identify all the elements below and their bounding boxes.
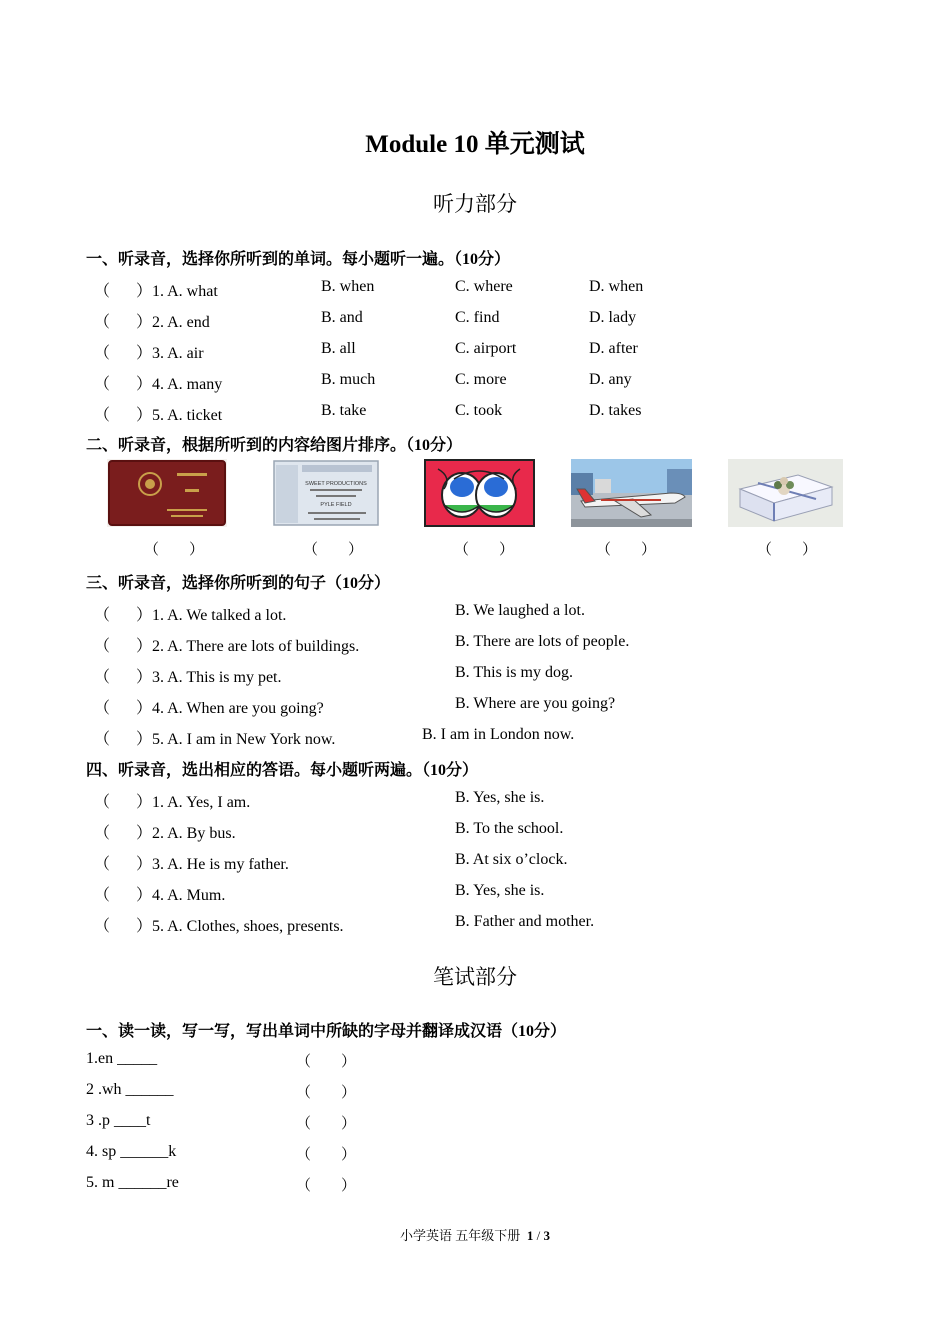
picture-order-blank[interactable]: （ ）	[144, 542, 205, 558]
answer-blank[interactable]: （	[94, 345, 111, 362]
question-row: （ ）3. A. He is my father. B. At six o’clock.	[94, 851, 568, 873]
section4-heading: 四、听录音，选出相应的答语。每小题听两遍。（10分）	[86, 762, 479, 779]
fill-word[interactable]: 2 .wh ______	[86, 1081, 174, 1098]
translation-blank[interactable]: （ ）	[296, 1178, 357, 1194]
svg-text:PYLE FIELD: PYLE FIELD	[320, 502, 352, 508]
page-footer	[0, 1225, 950, 1244]
answer-blank[interactable]: （	[94, 918, 111, 935]
fill-word[interactable]: 3 .p ____t	[86, 1112, 151, 1129]
question-row: （ ）4. A. many B. much C. more D. any	[94, 371, 632, 393]
answer-blank[interactable]: （	[94, 794, 111, 811]
translation-blank[interactable]: （ ）	[296, 1147, 357, 1163]
question-row: （ ）1. A. what B. when C. where D. when	[94, 278, 644, 300]
written-section1-heading: 一、读一读，写一写，写出单词中所缺的字母并翻译成汉语（10分）	[86, 1023, 567, 1040]
answer-blank[interactable]: （	[94, 825, 111, 842]
question-row: （ ）2. A. There are lots of buildings. B. There are lots of people.	[94, 633, 630, 655]
answer-blank[interactable]: （	[94, 731, 111, 748]
question-row: （ ）2. A. end B. and C. find D. lady	[94, 309, 637, 331]
page-total: 3	[543, 1228, 550, 1243]
svg-text:SWEET PRODUCTIONS: SWEET PRODUCTIONS	[305, 481, 367, 487]
answer-blank[interactable]: （	[94, 607, 111, 624]
page-separator: /	[536, 1228, 541, 1243]
answer-blank[interactable]: （	[94, 638, 111, 655]
question-row: （ ）4. A. When are you going? B. Where are you going?	[94, 695, 616, 717]
question-row: （ ）3. A. air B. all C. airport D. after	[94, 340, 638, 362]
fill-word[interactable]: 4. sp ______k	[86, 1143, 177, 1160]
page-title: Module 10 单元测试	[365, 131, 585, 158]
listening-section-title: 听力部分	[433, 192, 517, 216]
answer-blank[interactable]: （	[94, 376, 111, 393]
picture-order-blank[interactable]: （ ）	[303, 542, 364, 558]
ticket-image	[272, 459, 380, 527]
page-number: 1	[526, 1228, 534, 1243]
section3-heading: 三、听录音，选择你所听到的句子（10分）	[86, 575, 391, 592]
picture-order-blank[interactable]: （ ）	[596, 542, 657, 558]
question-row: （ ）2. A. By bus. B. To the school.	[94, 820, 564, 842]
question-row: （ ）5. A. Clothes, shoes, presents. B. Father and mother.	[94, 913, 595, 935]
fill-word[interactable]: 1.en _____	[86, 1050, 158, 1067]
section1-heading: 一、听录音，选择你所听到的单词。每小题听一遍。（10分）	[86, 251, 511, 268]
shoes-image	[424, 459, 535, 527]
answer-blank[interactable]: （	[94, 669, 111, 686]
gift-box-image	[728, 459, 843, 527]
question-row: （ ）1. A. Yes, I am. B. Yes, she is.	[94, 789, 545, 811]
writing-section-title: 笔试部分	[433, 965, 517, 989]
passport-image	[107, 459, 227, 527]
answer-blank[interactable]: （	[94, 856, 111, 873]
translation-blank[interactable]: （ ）	[296, 1085, 357, 1101]
answer-blank[interactable]: （	[94, 887, 111, 904]
question-row: （ ）5. A. ticket B. take C. took D. takes	[94, 402, 642, 424]
answer-blank[interactable]: （	[94, 283, 111, 300]
question-row: （ ）4. A. Mum. B. Yes, she is.	[94, 882, 545, 904]
picture-order-blank[interactable]: （ ）	[454, 542, 515, 558]
section2-heading: 二、听录音，根据所听到的内容给图片排序。（10分）	[86, 437, 463, 454]
answer-blank[interactable]: （	[94, 314, 111, 331]
airplane-image	[571, 459, 692, 527]
answer-blank[interactable]: （	[94, 407, 111, 424]
footer-text: 小学英语 五年级下册	[400, 1228, 521, 1243]
translation-blank[interactable]: （ ）	[296, 1054, 357, 1070]
question-row: （ ）1. A. We talked a lot. B. We laughed a lot.	[94, 602, 585, 624]
question-row: （ ）3. A. This is my pet. B. This is my dog.	[94, 664, 573, 686]
question-row: （ ）5. A. I am in New York now. B. I am in London now.	[94, 726, 575, 748]
answer-blank[interactable]: （	[94, 700, 111, 717]
picture-order-blank[interactable]: （ ）	[757, 542, 818, 558]
translation-blank[interactable]: （ ）	[296, 1116, 357, 1132]
fill-word[interactable]: 5. m ______re	[86, 1174, 179, 1191]
